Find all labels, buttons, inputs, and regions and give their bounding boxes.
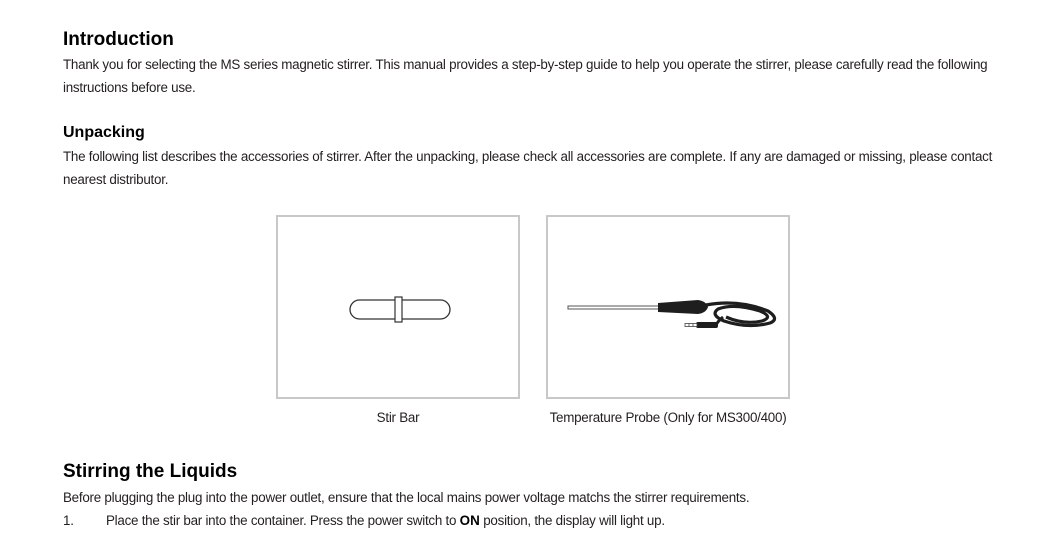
introduction-paragraph: Thank you for selecting the MS series magnetic stirrer. This manual provides a step-by-step guide to help you operate the stirrer, please carefully read the following instructions before use. (63, 57, 988, 95)
step-item (63, 509, 665, 532)
temperature-probe-figure (546, 215, 790, 399)
step-text-before: Place the stir bar into the container. Press the power switch to (106, 513, 460, 528)
introduction-heading: Introduction (63, 29, 174, 50)
stir-bar-caption: Stir Bar (376, 410, 420, 425)
step-text-after: position, the display will light up. (479, 513, 665, 528)
stirring-heading: Stirring the Liquids (63, 461, 238, 482)
stirring-paragraph: Before plugging the plug into the power outlet, ensure that the local mains power voltage matchs the stirrer requirements. (63, 490, 750, 505)
step-number: 1. (63, 513, 74, 528)
temperature-probe-caption: Temperature Probe (Only for MS300/400) (549, 410, 787, 425)
temperature-probe-icon (548, 217, 788, 397)
unpacking-paragraph: The following list describes the accessories of stirrer. After the unpacking, please check all accessories are complete. If any are damaged or missing, please contact nearest distributor. (63, 149, 993, 187)
step-text-bold: ON (459, 513, 480, 528)
unpacking-heading: Unpacking (63, 124, 145, 141)
stir-bar-figure (276, 215, 520, 399)
manual-page (63, 0, 1023, 553)
stir-bar-icon (278, 217, 518, 397)
